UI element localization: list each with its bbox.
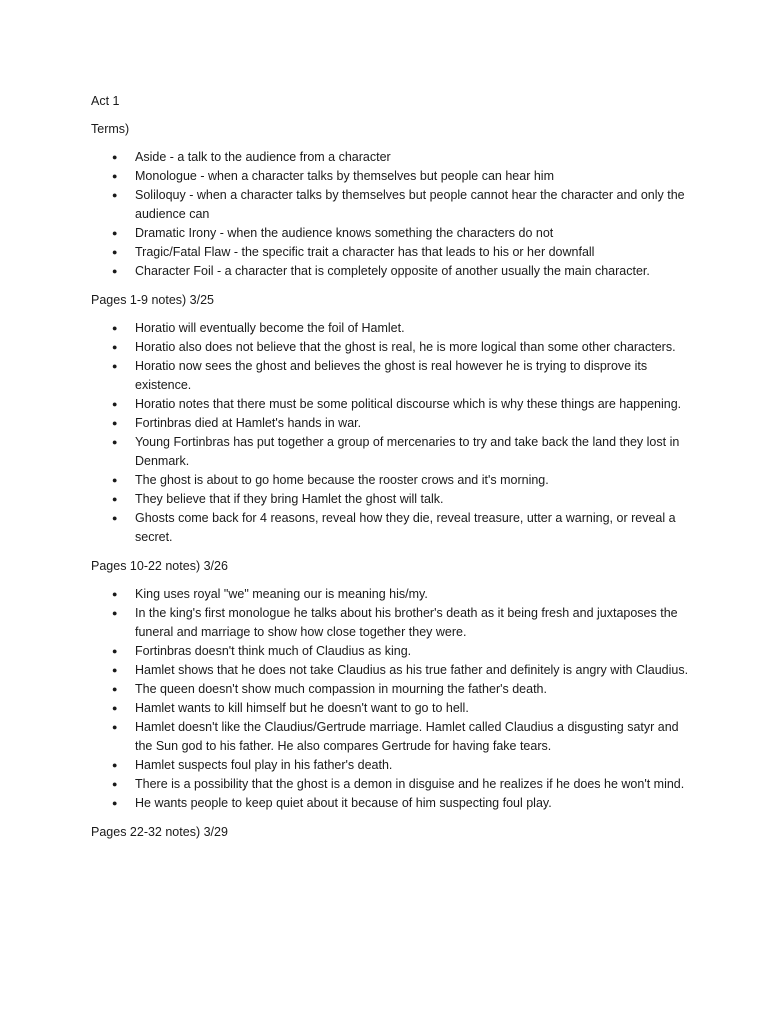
list-item: ● Horatio also does not believe that the ghost is real, he is more logical than some other characters. xyxy=(91,338,691,357)
list-item: ● The ghost is about to go home because the rooster crows and it's morning. xyxy=(91,471,691,490)
list-item: ● Character Foil - a character that is completely opposite of another usually the main character. xyxy=(91,262,691,281)
list-item: ● King uses royal "we" meaning our is meaning his/my. xyxy=(91,585,691,604)
list-item: ● Ghosts come back for 4 reasons, reveal how they die, reveal treasure, utter a warning, or reveal a secret. xyxy=(91,509,691,547)
act-title: Act 1 xyxy=(91,94,120,108)
list-item: ● In the king's first monologue he talks about his brother's death as it being fresh and juxtaposes the funeral and marriage to show how close together they were. xyxy=(91,604,691,642)
section-heading-pages-22-32: Pages 22-32 notes) 3/29 xyxy=(91,825,228,839)
list-item: ● He wants people to keep quiet about it because of him suspecting foul play. xyxy=(91,794,691,813)
section-heading-pages-10-22: Pages 10-22 notes) 3/26 xyxy=(91,559,228,573)
list-item: ● They believe that if they bring Hamlet the ghost will talk. xyxy=(91,490,691,509)
list-item: ● Horatio will eventually become the foil of Hamlet. xyxy=(91,319,691,338)
list-item: ● There is a possibility that the ghost is a demon in disguise and he realizes if he does he won't mind. xyxy=(91,775,691,794)
list-item: ● The queen doesn't show much compassion in mourning the father's death. xyxy=(91,680,691,699)
list-item: ● Monologue - when a character talks by themselves but people can hear him xyxy=(91,167,691,186)
notes-list-pages-1-9 xyxy=(91,319,691,547)
list-item: ● Aside - a talk to the audience from a character xyxy=(91,148,691,167)
list-item: ● Hamlet doesn't like the Claudius/Gertrude marriage. Hamlet called Claudius a disgusting satyr and the Sun god to his father. He also compares Gertrude for having fake tears. xyxy=(91,718,691,756)
section-heading-pages-1-9: Pages 1-9 notes) 3/25 xyxy=(91,293,214,307)
list-item: ● Hamlet suspects foul play in his father's death. xyxy=(91,756,691,775)
notes-list-pages-10-22 xyxy=(91,585,691,813)
list-item: ● Fortinbras died at Hamlet's hands in war. xyxy=(91,414,691,433)
list-item: ● Horatio notes that there must be some political discourse which is why these things are happening. xyxy=(91,395,691,414)
list-item: ● Soliloquy - when a character talks by themselves but people cannot hear the character and only the audience can xyxy=(91,186,691,224)
list-item: ● Hamlet wants to kill himself but he doesn't want to go to hell. xyxy=(91,699,691,718)
list-item: ● Dramatic Irony - when the audience knows something the characters do not xyxy=(91,224,691,243)
section-heading-terms: Terms) xyxy=(91,122,130,136)
terms-list xyxy=(91,148,691,281)
document-page xyxy=(91,92,691,842)
list-item: ● Horatio now sees the ghost and believes the ghost is real however he is trying to disprove its existence. xyxy=(91,357,691,395)
list-item: ● Fortinbras doesn't think much of Claudius as king. xyxy=(91,642,691,661)
list-item: ● Tragic/Fatal Flaw - the specific trait a character has that leads to his or her downfall xyxy=(91,243,691,262)
list-item: ● Hamlet shows that he does not take Claudius as his true father and definitely is angry with Claudius. xyxy=(91,661,691,680)
list-item: ● Young Fortinbras has put together a group of mercenaries to try and take back the land they lost in Denmark. xyxy=(91,433,691,471)
